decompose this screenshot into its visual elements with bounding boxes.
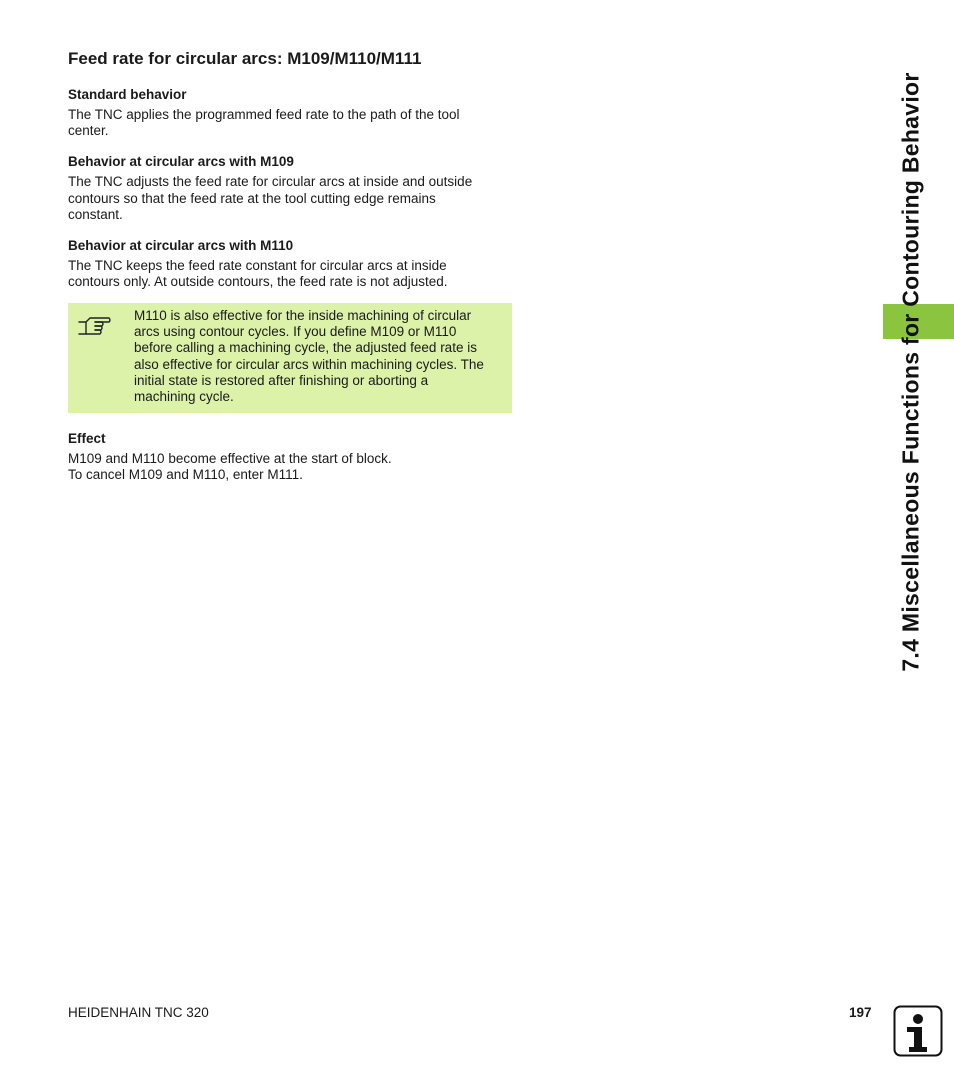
section-heading-m110: Behavior at circular arcs with M110 xyxy=(68,238,294,254)
section-text-standard: The TNC applies the programmed feed rate to the path of the tool center. xyxy=(68,107,460,139)
note-text: M110 is also effective for the inside machining of circular arcs using contour cycles. If you define M109 or M110 before calling a machining cycle, the adjusted feed rate is also effective for circular arcs within machining cycles. The initial state is restored after finishing or aborting a machining cycle. xyxy=(134,308,484,405)
footer-manual-name: HEIDENHAIN TNC 320 xyxy=(68,1005,209,1020)
section-text-m110: The TNC keeps the feed rate constant for circular arcs at inside contours only. At outside contours, the feed rate is not adjusted. xyxy=(68,258,448,290)
page-number: 197 xyxy=(849,1005,872,1020)
side-chapter-title-text: 7.4 Miscellaneous Functions for Contouring Behavior xyxy=(897,72,924,672)
info-icon xyxy=(893,1005,943,1057)
section-heading-m109: Behavior at circular arcs with M109 xyxy=(68,154,294,170)
note-box xyxy=(68,303,512,413)
main-content xyxy=(68,48,508,304)
page-title: Feed rate for circular arcs: M109/M110/M111 xyxy=(68,49,422,68)
section-text-effect: M109 and M110 become effective at the start of block. To cancel M109 and M110, enter M111. xyxy=(68,451,392,483)
section-heading-standard: Standard behavior xyxy=(68,87,187,102)
section-heading-effect: Effect xyxy=(68,431,106,446)
effect-section xyxy=(68,430,508,497)
pointing-hand-icon xyxy=(76,311,112,339)
section-text-m109: The TNC adjusts the feed rate for circular arcs at inside and outside contours so that the feed rate at the tool cutting edge remains constant. xyxy=(68,174,473,222)
